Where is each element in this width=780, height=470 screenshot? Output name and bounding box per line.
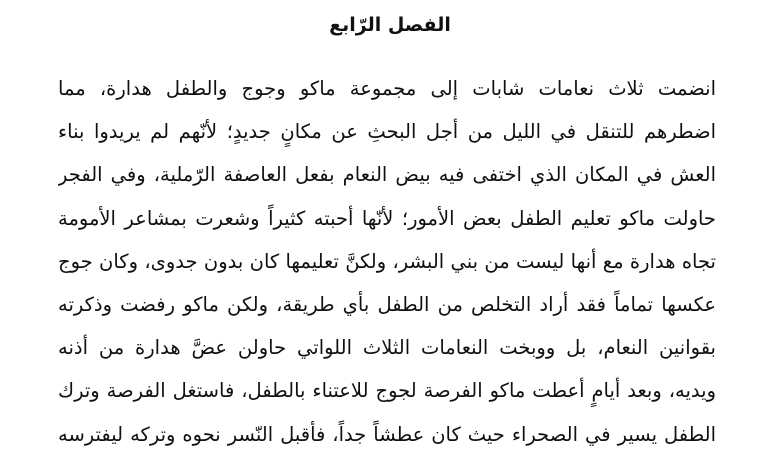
text-line: الطفل يسير في الصحراء حيث كان عطشاً جداً، فأقبل النّسر نحوه وتركه ليفترسه (58, 422, 716, 446)
chapter-title: الفصل الرّابع (329, 14, 451, 36)
text-line: ويديه، وبعد أيامٍ أعطت ماكو الفرصة لجوج للاعتناء بالطفل، فاستغل الفرصة وترك (58, 379, 716, 403)
text-line: تجاه هدارة مع أنها ليست من بني البشر، ولكنَّ تعليمها كان بدون جدوى، وكان جوج (58, 249, 716, 273)
text-line: العش في المكان الذي اختفى فيه بيض النعام بفعل العاصفة الرّملية، وفي الفجر (58, 163, 716, 187)
chapter-paragraph (58, 70, 716, 459)
text-line: اضطرهم للتنقل في الليل من أجل البحثِ عن مكانٍ جديدٍ؛ لأنّهم لم يريدوا بناء (58, 120, 716, 144)
text-line: بقوانين النعام، بل ووبخت النعامات الثلاث اللواتي حاولن عضَّ هدارة من أذنه (58, 336, 716, 360)
text-line: انضمت ثلاث نعامات شابات إلى مجموعة ماكو وجوج والطفل هدارة، مما (58, 77, 716, 100)
text-line: حاولت ماكو تعليم الطفل بعض الأمور؛ لأنّها أحبته كثيراً وشعرت بمشاعر الأمومة (58, 206, 716, 230)
text-line: عكسها تماماً فقد أراد التخلص من الطفل بأي طريقة، ولكن ماكو رفضت وذكرته (58, 292, 716, 316)
